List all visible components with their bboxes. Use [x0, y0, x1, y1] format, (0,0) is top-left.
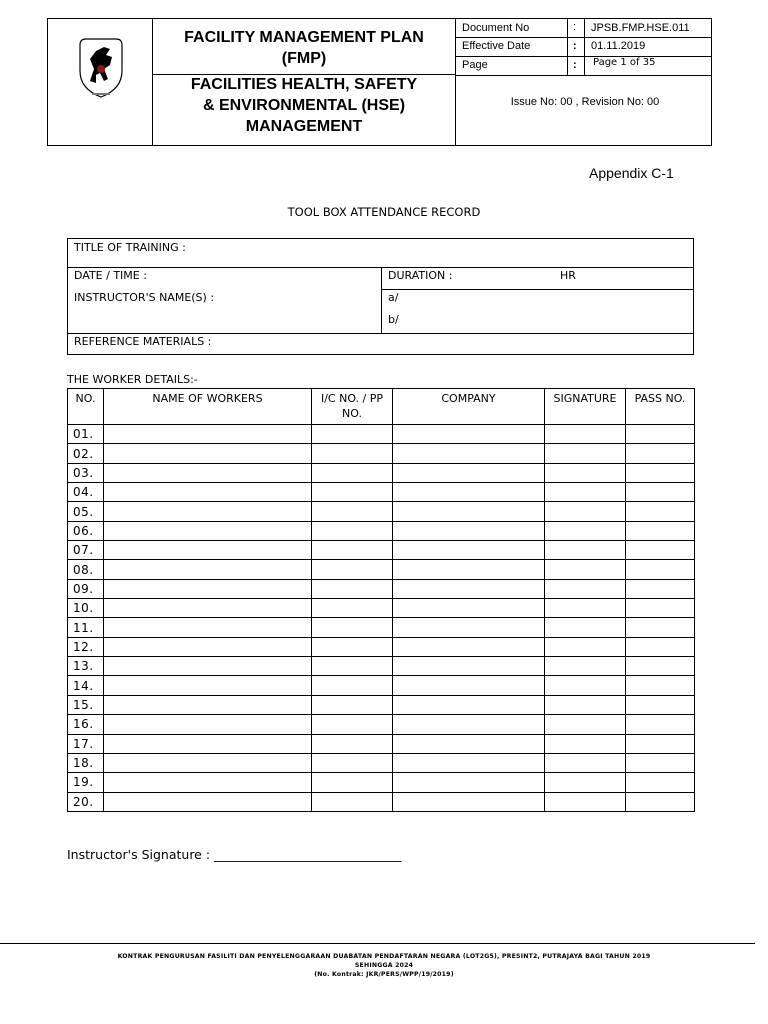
- signature-cell[interactable]: [545, 773, 626, 792]
- worker-table-header: [68, 389, 695, 425]
- ic-no-cell[interactable]: [312, 734, 393, 753]
- record-title: TOOL BOX ATTENDANCE RECORD: [287, 205, 481, 219]
- signature-cell[interactable]: [545, 792, 626, 811]
- pass-no-cell[interactable]: [626, 483, 695, 502]
- company-cell[interactable]: [393, 734, 545, 753]
- row-number: 10.: [68, 599, 104, 618]
- table-row: [68, 579, 695, 598]
- worker-name-cell[interactable]: [104, 599, 312, 618]
- worker-name-cell[interactable]: [104, 425, 312, 444]
- row-number: 04.: [68, 483, 104, 502]
- ic-no-cell[interactable]: [312, 637, 393, 656]
- page-value: Page 1 of 35: [593, 57, 656, 68]
- signature-cell[interactable]: [545, 695, 626, 714]
- duration-unit: HR: [560, 269, 576, 282]
- plan-subtitle-line2: & ENVIRONMENTAL (HSE): [202, 97, 406, 114]
- row-number: 12.: [68, 637, 104, 656]
- ic-no-cell[interactable]: [312, 792, 393, 811]
- col-header-pass-no: PASS NO.: [626, 389, 695, 425]
- plan-title-line1: FACILITY MANAGEMENT PLAN: [184, 29, 424, 46]
- table-row: [68, 792, 695, 811]
- table-row: [68, 502, 695, 521]
- worker-name-cell[interactable]: [104, 618, 312, 637]
- ic-no-cell[interactable]: [312, 541, 393, 560]
- company-cell[interactable]: [393, 657, 545, 676]
- ic-no-cell[interactable]: [312, 483, 393, 502]
- worker-name-cell[interactable]: [104, 483, 312, 502]
- company-cell[interactable]: [393, 521, 545, 540]
- company-cell[interactable]: [393, 695, 545, 714]
- row-number: 18.: [68, 753, 104, 772]
- pass-no-cell[interactable]: [626, 599, 695, 618]
- worker-table: [67, 388, 695, 812]
- signature-cell[interactable]: [545, 715, 626, 734]
- plan-subtitle-line1: FACILITIES HEALTH, SAFETY: [190, 76, 418, 93]
- worker-name-cell[interactable]: [104, 521, 312, 540]
- row-number: 02.: [68, 444, 104, 463]
- page-colon: :: [573, 59, 577, 71]
- row-number: 06.: [68, 521, 104, 540]
- table-row: [68, 483, 695, 502]
- instructor-signature-line: Instructor's Signature : ______________________________: [67, 847, 402, 862]
- ic-no-cell[interactable]: [312, 599, 393, 618]
- pass-no-cell[interactable]: [626, 541, 695, 560]
- pass-no-cell[interactable]: [626, 773, 695, 792]
- worker-name-cell[interactable]: [104, 463, 312, 482]
- row-number: 11.: [68, 618, 104, 637]
- ic-no-cell[interactable]: [312, 695, 393, 714]
- pass-no-cell[interactable]: [626, 657, 695, 676]
- pass-no-cell[interactable]: [626, 560, 695, 579]
- issue-revision: Issue No: 00 , Revision No: 00: [510, 96, 660, 108]
- effective-date-colon: :: [573, 40, 577, 52]
- company-cell[interactable]: [393, 425, 545, 444]
- company-cell[interactable]: [393, 637, 545, 656]
- worker-name-cell[interactable]: [104, 715, 312, 734]
- ic-no-cell[interactable]: [312, 715, 393, 734]
- page-label: Page: [462, 59, 488, 71]
- row-number: 20.: [68, 792, 104, 811]
- duration-label: DURATION :: [388, 269, 453, 282]
- worker-name-cell[interactable]: [104, 444, 312, 463]
- pass-no-cell[interactable]: [626, 502, 695, 521]
- training-title-label: TITLE OF TRAINING :: [74, 241, 186, 254]
- worker-name-cell[interactable]: [104, 753, 312, 772]
- company-cell[interactable]: [393, 792, 545, 811]
- signature-cell[interactable]: [545, 579, 626, 598]
- pass-no-cell[interactable]: [626, 715, 695, 734]
- table-row: [68, 463, 695, 482]
- row-number: 14.: [68, 676, 104, 695]
- plan-title: [154, 27, 454, 69]
- worker-name-cell[interactable]: [104, 637, 312, 656]
- document-header: [47, 18, 712, 146]
- appendix-label: Appendix C-1: [589, 165, 674, 181]
- logo: [66, 29, 136, 104]
- signature-cell[interactable]: [545, 599, 626, 618]
- row-number: 09.: [68, 579, 104, 598]
- company-cell[interactable]: [393, 715, 545, 734]
- footer-rule: [0, 943, 755, 944]
- row-number: 03.: [68, 463, 104, 482]
- col-header-name: NAME OF WORKERS: [104, 389, 312, 425]
- pass-no-cell[interactable]: [626, 792, 695, 811]
- table-row: [68, 637, 695, 656]
- signature-cell[interactable]: [545, 676, 626, 695]
- pass-no-cell[interactable]: [626, 695, 695, 714]
- table-row: [68, 753, 695, 772]
- company-cell[interactable]: [393, 773, 545, 792]
- ic-no-cell[interactable]: [312, 502, 393, 521]
- doc-no-label: Document No: [462, 22, 530, 34]
- pass-no-cell[interactable]: [626, 463, 695, 482]
- table-row: [68, 676, 695, 695]
- table-row: [68, 599, 695, 618]
- row-number: 08.: [68, 560, 104, 579]
- table-row: [68, 715, 695, 734]
- pass-no-cell[interactable]: [626, 676, 695, 695]
- company-cell[interactable]: [393, 618, 545, 637]
- table-row: [68, 773, 695, 792]
- table-row: [68, 425, 695, 444]
- worker-name-cell[interactable]: [104, 792, 312, 811]
- ic-no-cell[interactable]: [312, 463, 393, 482]
- footer-line3: (No. Kontrak: JKR/PERS/WPP/19/2019): [314, 971, 454, 978]
- worker-name-cell[interactable]: [104, 773, 312, 792]
- training-info-box: [67, 238, 694, 355]
- ic-no-cell[interactable]: [312, 773, 393, 792]
- signature-cell[interactable]: [545, 483, 626, 502]
- signature-cell[interactable]: [545, 521, 626, 540]
- worker-details-label: THE WORKER DETAILS:-: [67, 373, 198, 386]
- reference-materials-label: REFERENCE MATERIALS :: [74, 335, 212, 348]
- col-header-ic-no: I/C NO. / PP NO.: [312, 389, 393, 425]
- pass-no-cell[interactable]: [626, 734, 695, 753]
- instructor-names-label: INSTRUCTOR'S NAME(S) :: [74, 291, 215, 304]
- ic-no-cell[interactable]: [312, 425, 393, 444]
- row-number: 05.: [68, 502, 104, 521]
- company-cell[interactable]: [393, 483, 545, 502]
- table-row: [68, 734, 695, 753]
- company-cell[interactable]: [393, 753, 545, 772]
- doc-no-value: JPSB.FMP.HSE.011: [591, 22, 690, 34]
- signature-cell[interactable]: [545, 502, 626, 521]
- signature-cell[interactable]: [545, 753, 626, 772]
- footer-line1: KONTRAK PENGURUSAN FASILITI DAN PENYELENGGARAAN DUABATAN PENDAFTARAN NEGARA (LOT2G5), PRESINT2, PUTRAJAYA BAGI TAHUN 2019: [117, 953, 651, 960]
- ic-no-cell[interactable]: [312, 560, 393, 579]
- row-number: 01.: [68, 425, 104, 444]
- row-number: 07.: [68, 541, 104, 560]
- row-number: 15.: [68, 695, 104, 714]
- signature-cell[interactable]: [545, 734, 626, 753]
- table-row: [68, 695, 695, 714]
- plan-subtitle-line3: MANAGEMENT: [245, 118, 363, 135]
- company-cell[interactable]: [393, 676, 545, 695]
- plan-title-line2: (FMP): [281, 50, 327, 67]
- signature-cell[interactable]: [545, 425, 626, 444]
- worker-name-cell[interactable]: [104, 579, 312, 598]
- pass-no-cell[interactable]: [626, 444, 695, 463]
- table-row: [68, 444, 695, 463]
- row-number: 19.: [68, 773, 104, 792]
- pass-no-cell[interactable]: [626, 521, 695, 540]
- worker-name-cell[interactable]: [104, 657, 312, 676]
- table-row: [68, 560, 695, 579]
- effective-date-value: 01.11.2019: [591, 40, 646, 52]
- worker-name-cell[interactable]: [104, 676, 312, 695]
- signature-cell[interactable]: [545, 618, 626, 637]
- company-cell[interactable]: [393, 599, 545, 618]
- pass-no-cell[interactable]: [626, 425, 695, 444]
- pass-no-cell[interactable]: [626, 637, 695, 656]
- worker-name-cell[interactable]: [104, 502, 312, 521]
- col-header-signature: SIGNATURE: [545, 389, 626, 425]
- ic-no-cell[interactable]: [312, 676, 393, 695]
- instructor-b: b/: [388, 313, 399, 326]
- table-row: [68, 657, 695, 676]
- col-header-company: COMPANY: [393, 389, 545, 425]
- ic-no-cell[interactable]: [312, 579, 393, 598]
- table-row: [68, 521, 695, 540]
- signature-cell[interactable]: [545, 444, 626, 463]
- company-cell[interactable]: [393, 444, 545, 463]
- pass-no-cell[interactable]: [626, 579, 695, 598]
- row-number: 16.: [68, 715, 104, 734]
- company-cell[interactable]: [393, 579, 545, 598]
- company-cell[interactable]: [393, 463, 545, 482]
- ic-no-cell[interactable]: [312, 618, 393, 637]
- signature-cell[interactable]: [545, 637, 626, 656]
- worker-name-cell[interactable]: [104, 541, 312, 560]
- footer-line2: SEHINGGA 2024: [354, 962, 414, 969]
- worker-name-cell[interactable]: [104, 695, 312, 714]
- doc-no-colon: :: [573, 21, 577, 33]
- signature-cell[interactable]: [545, 657, 626, 676]
- row-number: 17.: [68, 734, 104, 753]
- table-row: [68, 618, 695, 637]
- worker-name-cell[interactable]: [104, 734, 312, 753]
- ic-no-cell[interactable]: [312, 444, 393, 463]
- col-header-no: NO.: [68, 389, 104, 425]
- effective-date-label: Effective Date: [462, 40, 531, 52]
- ic-no-cell[interactable]: [312, 753, 393, 772]
- company-cell[interactable]: [393, 560, 545, 579]
- ic-no-cell[interactable]: [312, 657, 393, 676]
- table-row: [68, 541, 695, 560]
- row-number: 13.: [68, 657, 104, 676]
- prancing-horse-logo-icon: [66, 29, 136, 104]
- pass-no-cell[interactable]: [626, 618, 695, 637]
- company-cell[interactable]: [393, 541, 545, 560]
- company-cell[interactable]: [393, 502, 545, 521]
- date-time-label: DATE / TIME :: [74, 269, 147, 282]
- instructor-a: a/: [388, 291, 399, 304]
- signature-cell[interactable]: [545, 463, 626, 482]
- ic-no-cell[interactable]: [312, 521, 393, 540]
- worker-name-cell[interactable]: [104, 560, 312, 579]
- plan-subtitle: [154, 74, 454, 137]
- signature-cell[interactable]: [545, 541, 626, 560]
- signature-cell[interactable]: [545, 560, 626, 579]
- pass-no-cell[interactable]: [626, 753, 695, 772]
